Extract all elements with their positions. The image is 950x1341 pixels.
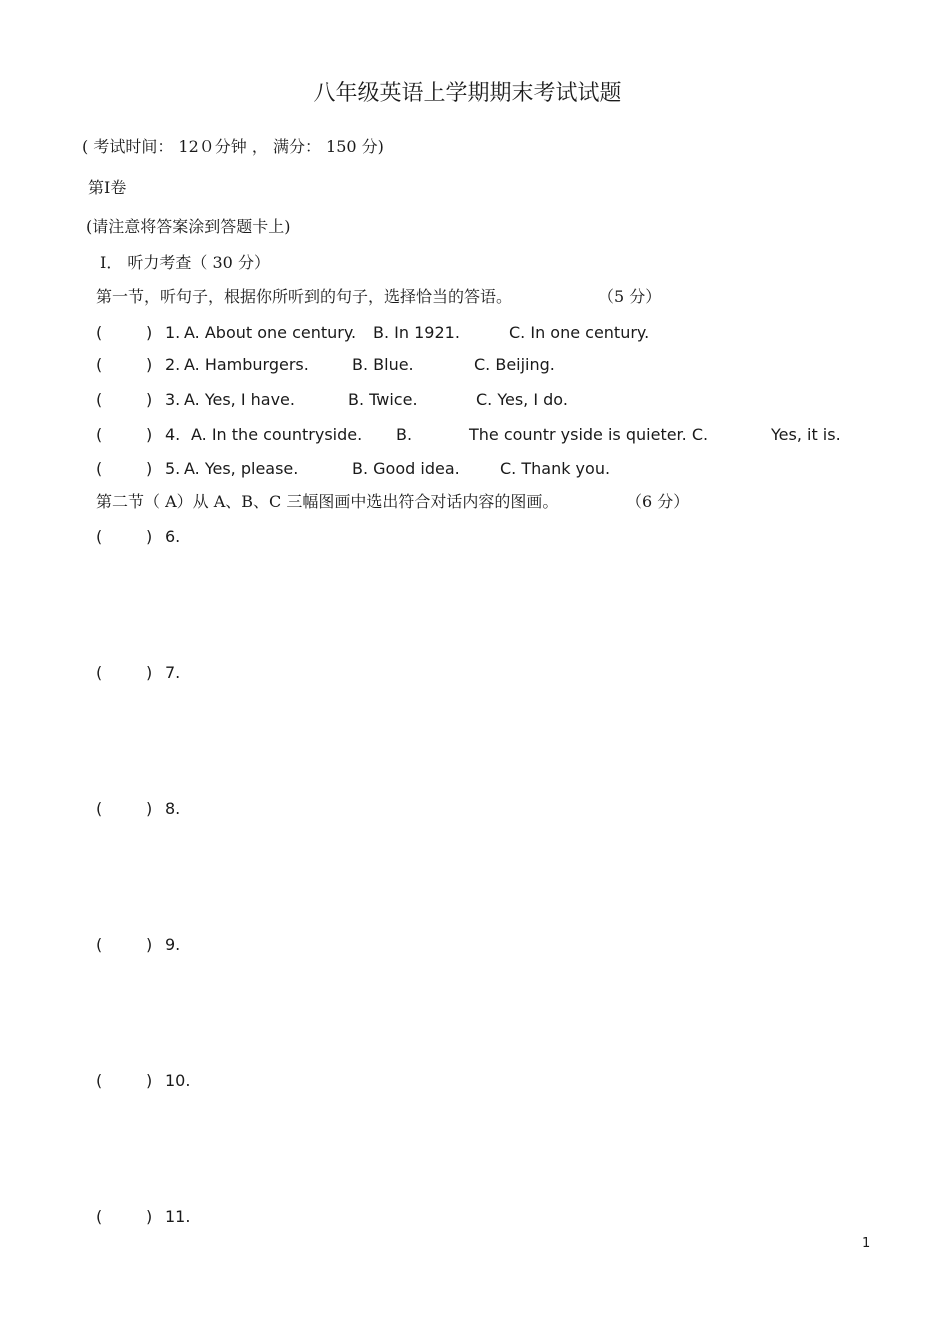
answer-paren-open[interactable]: ( [96, 425, 103, 444]
answer-paren-open[interactable]: ( [96, 663, 103, 682]
question-number: 5. [165, 459, 181, 478]
option-c: Yes, it is. [771, 425, 841, 444]
answer-paren-open[interactable]: ( [96, 390, 103, 409]
question-number: 6. [165, 527, 181, 546]
option-a: A. About one century. [184, 323, 357, 342]
part1-heading: Ⅰ． 听力考查（ 30 分） [100, 253, 270, 272]
picture-question-row [0, 1207, 935, 1229]
answer-paren-open[interactable]: ( [96, 355, 103, 374]
question-number: 7. [165, 663, 181, 682]
answer-paren-close: ) [146, 355, 153, 374]
option-c: C. Thank you. [500, 459, 611, 478]
answer-paren-open[interactable]: ( [96, 1071, 103, 1090]
question-number: 1. [165, 323, 181, 342]
answer-paren-close: ) [146, 459, 153, 478]
picture-question-row [0, 527, 935, 549]
question-number: 8. [165, 799, 181, 818]
question-number: 2. [165, 355, 181, 374]
option-c: C. Yes, I do. [476, 390, 568, 409]
option-b-text: The countr yside is quieter. C. [469, 425, 709, 444]
answer-note: (请注意将答案涂到答题卡上) [86, 217, 291, 236]
answer-paren-open[interactable]: ( [96, 799, 103, 818]
option-c: C. Beijing. [474, 355, 555, 374]
question-number: 4. [165, 425, 181, 444]
answer-paren-close: ) [146, 527, 153, 546]
answer-paren-close: ) [146, 935, 153, 954]
picture-question-row [0, 935, 935, 957]
question-number: 10. [165, 1071, 191, 1090]
option-a: A. Yes, please. [184, 459, 299, 478]
section2-heading: 第二节（ A）从 A、B、C 三幅图画中选出符合对话内容的图画。 [96, 492, 559, 511]
option-a: A. Yes, I have. [184, 390, 295, 409]
picture-question-row [0, 799, 935, 821]
answer-paren-close: ) [146, 663, 153, 682]
question-row [0, 323, 935, 345]
answer-paren-close: ) [146, 390, 153, 409]
option-b: B. Blue. [352, 355, 414, 374]
answer-paren-open[interactable]: ( [96, 459, 103, 478]
answer-paren-close: ) [146, 323, 153, 342]
answer-paren-open[interactable]: ( [96, 527, 103, 546]
question-row [0, 355, 935, 377]
page-number: 1 [862, 1236, 871, 1251]
question-row [0, 459, 935, 481]
answer-paren-open[interactable]: ( [96, 323, 103, 342]
answer-paren-close: ) [146, 1071, 153, 1090]
section1-heading: 第一节，听句子，根据你所听到的句子，选择恰当的答语。 [96, 287, 513, 306]
option-b: B. Twice. [348, 390, 418, 409]
volume-label: 第Ⅰ卷 [88, 178, 127, 197]
exam-info: ( 考试时间： 12０分钟 ， 满分： 150 分) [82, 137, 384, 156]
option-b: B. In 1921. [373, 323, 460, 342]
picture-question-row [0, 1071, 935, 1093]
option-b: B. [396, 425, 413, 444]
answer-paren-close: ) [146, 425, 153, 444]
question-number: 11. [165, 1207, 191, 1226]
section2-score: （6 分） [626, 492, 690, 511]
question-number: 3. [165, 390, 181, 409]
answer-paren-close: ) [146, 799, 153, 818]
question-row [0, 390, 935, 412]
option-a: A. In the countryside. [191, 425, 363, 444]
answer-paren-open[interactable]: ( [96, 935, 103, 954]
option-c: C. In one century. [509, 323, 650, 342]
answer-paren-close: ) [146, 1207, 153, 1226]
question-row [0, 425, 935, 447]
page-title: 八年级英语上学期期末考试试题 [313, 81, 622, 106]
section1-score: （5 分） [598, 287, 662, 306]
option-a: A. Hamburgers. [184, 355, 309, 374]
option-b: B. Good idea. [352, 459, 460, 478]
answer-paren-open[interactable]: ( [96, 1207, 103, 1226]
question-number: 9. [165, 935, 181, 954]
picture-question-row [0, 663, 935, 685]
